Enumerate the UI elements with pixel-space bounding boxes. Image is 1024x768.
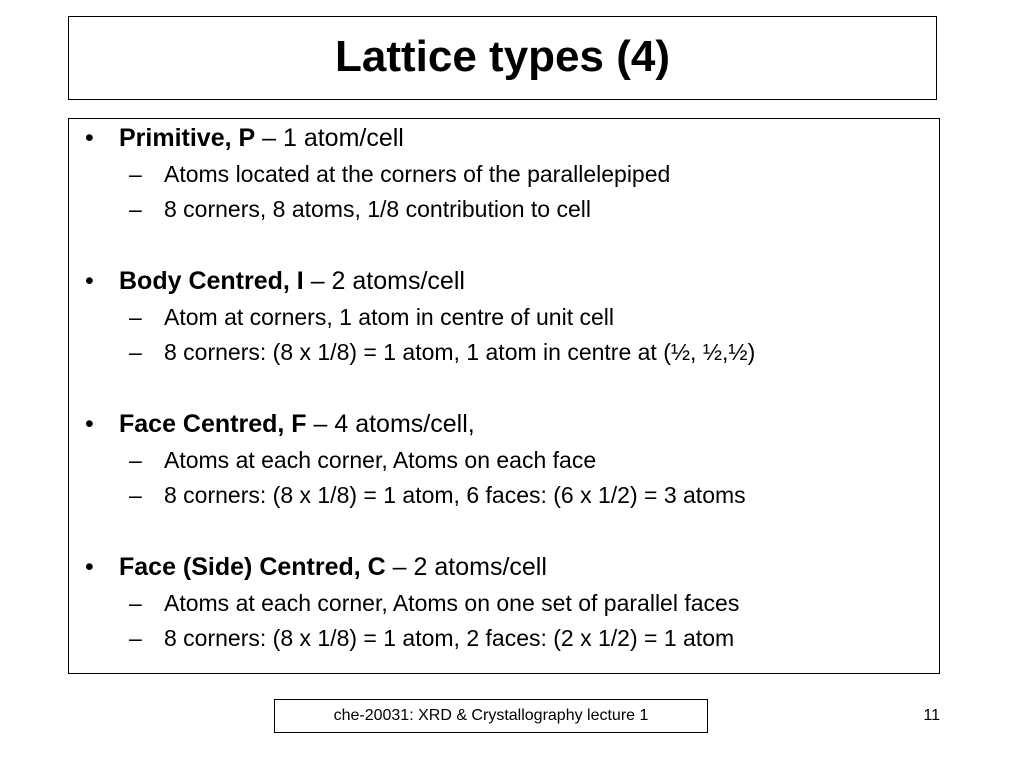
bullet-term: Face (Side) Centred, C — [119, 553, 386, 581]
sub-dash: – — [129, 590, 142, 616]
content-box — [68, 118, 940, 674]
sub-text: 8 corners: (8 x 1/8) = 1 atom, 6 faces: (6 x 1/2) = 3 atoms — [164, 482, 746, 508]
slide-title: Lattice types (4) — [335, 32, 670, 81]
sub-dash: – — [129, 482, 142, 508]
sub-text: Atom at corners, 1 atom in centre of unit cell — [164, 304, 614, 330]
sub-dash: – — [129, 304, 142, 330]
sub-dash: – — [129, 161, 142, 187]
sub-dash: – — [129, 339, 142, 365]
bullet-detail: – 4 atoms/cell, — [306, 410, 475, 438]
bullet-dot: • — [85, 553, 94, 581]
bullet-dot: • — [85, 410, 94, 438]
bullet-detail: – 2 atoms/cell — [303, 267, 465, 295]
sub-bullet — [69, 339, 939, 366]
bullet-term: Body Centred, I — [119, 267, 304, 295]
sub-dash: – — [129, 625, 142, 651]
sub-bullet — [69, 161, 939, 188]
bullet-heading — [69, 123, 939, 153]
bullet-dot: • — [85, 124, 94, 152]
sub-bullet — [69, 482, 939, 509]
sub-text: Atoms located at the corners of the parallelepiped — [164, 161, 671, 187]
bullet-heading — [69, 409, 939, 439]
sub-text: Atoms at each corner, Atoms on each face — [164, 447, 597, 473]
sub-text: 8 corners: (8 x 1/8) = 1 atom, 1 atom in centre at (½, ½,½) — [164, 339, 756, 365]
bullet-dot: • — [85, 267, 94, 295]
sub-dash: – — [129, 447, 142, 473]
sub-bullet — [69, 196, 939, 223]
sub-bullet — [69, 447, 939, 474]
bullet-detail: – 1 atom/cell — [255, 124, 404, 152]
sub-text: 8 corners: (8 x 1/8) = 1 atom, 2 faces: (2 x 1/2) = 1 atom — [164, 625, 735, 651]
sub-bullet — [69, 304, 939, 331]
sub-dash: – — [129, 196, 142, 222]
bullet-heading — [69, 552, 939, 582]
bullet-term: Primitive, P — [119, 124, 256, 152]
page-number: 11 — [923, 707, 940, 724]
bullet-side-centred — [69, 552, 939, 652]
bullet-primitive — [69, 123, 939, 223]
bullet-term: Face Centred, F — [119, 410, 307, 438]
footer-course-label: che-20031: XRD & Crystallography lecture 1 — [333, 707, 649, 724]
sub-text: Atoms at each corner, Atoms on one set of parallel faces — [164, 590, 740, 616]
bullet-face-centred — [69, 409, 939, 509]
bullet-detail: – 2 atoms/cell — [385, 553, 547, 581]
sub-bullet — [69, 625, 939, 652]
bullet-body-centred — [69, 266, 939, 366]
footer-course-box — [274, 699, 708, 733]
title-box — [68, 16, 937, 100]
bullet-heading — [69, 266, 939, 296]
sub-text: 8 corners, 8 atoms, 1/8 contribution to cell — [164, 196, 591, 222]
sub-bullet — [69, 590, 939, 617]
